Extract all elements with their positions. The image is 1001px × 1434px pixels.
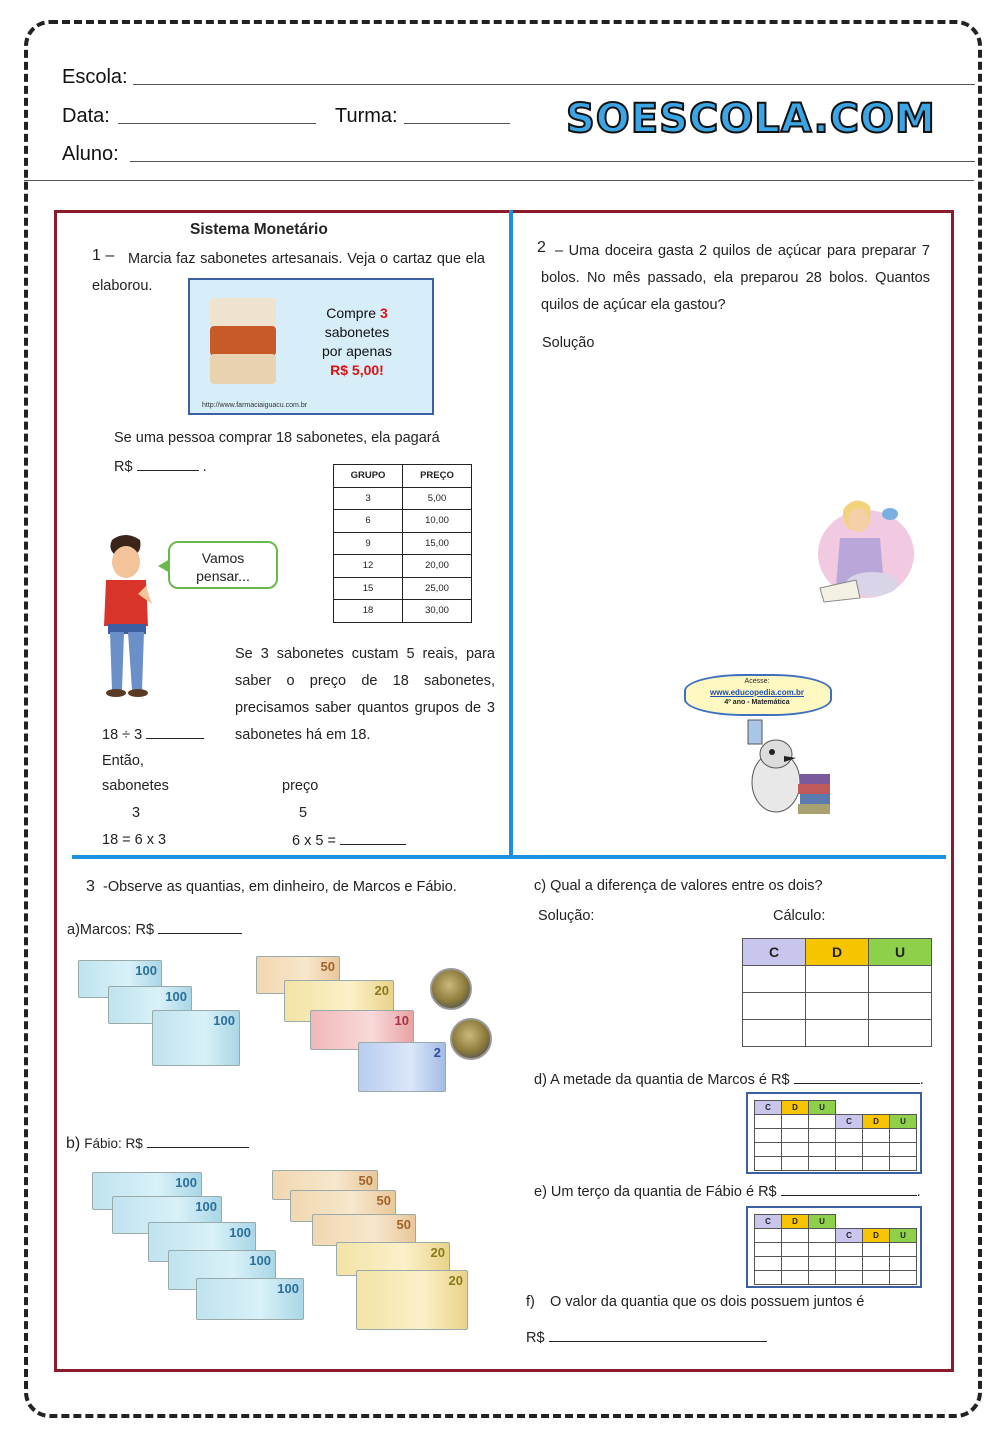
table-cell: 30,00 bbox=[403, 600, 472, 623]
turma-label: Turma: bbox=[335, 105, 398, 127]
cdu-cell[interactable] bbox=[809, 1129, 836, 1143]
thinking-boy-icon bbox=[90, 530, 160, 698]
cdu-header-u: U bbox=[890, 1115, 917, 1129]
q1-period: . bbox=[202, 459, 207, 475]
table-header: GRUPO bbox=[334, 465, 403, 488]
bill-value: 2 bbox=[433, 1045, 441, 1060]
bubble-line1: Vamos bbox=[201, 550, 245, 566]
q3d-period: . bbox=[919, 1072, 924, 1088]
cdu-cell[interactable] bbox=[806, 966, 869, 993]
penguin-icon bbox=[740, 716, 836, 816]
turma-field[interactable] bbox=[404, 123, 510, 124]
cdu-cell[interactable] bbox=[863, 1129, 890, 1143]
aluno-label: Aluno: bbox=[62, 143, 119, 165]
cdu-cell[interactable] bbox=[890, 1143, 917, 1157]
bill-value: 100 bbox=[277, 1281, 299, 1296]
cdu-cell[interactable] bbox=[755, 1271, 782, 1285]
bill-value: 100 bbox=[229, 1225, 251, 1240]
coin-icon bbox=[430, 968, 472, 1010]
cdu-cell[interactable] bbox=[782, 1129, 809, 1143]
cdu-cell[interactable] bbox=[863, 1271, 890, 1285]
q1-reasoning: Se 3 sabonetes custam 5 reais, para saber o preço de 18 sabonetes, precisamos saber quantos grupos de 3 sabonetes há em 18. bbox=[235, 646, 495, 743]
cdu-header-c: C bbox=[743, 939, 806, 966]
q1-col2-row bbox=[292, 830, 406, 851]
cdu-header-d: D bbox=[782, 1215, 809, 1229]
cdu-header-d: D bbox=[863, 1115, 890, 1129]
q2-number: 2 bbox=[537, 239, 546, 256]
data-field[interactable] bbox=[118, 123, 316, 124]
cdu-cell[interactable] bbox=[806, 1020, 869, 1047]
q3-number: 3 bbox=[86, 878, 95, 895]
q3d-blank[interactable] bbox=[794, 1069, 920, 1084]
soap-poster bbox=[188, 278, 434, 415]
q3b-blank[interactable] bbox=[147, 1133, 249, 1148]
q2-text: – Uma doceira gasta 2 quilos de açúcar para preparar 7 bolos. No mês passado, ela preparou 28 bolos. Quantos quilos de açúcar ela gastou? bbox=[541, 243, 930, 313]
cdu-cell[interactable] bbox=[869, 993, 932, 1020]
bill-value: 20 bbox=[448, 1273, 463, 1288]
q3f-letter: f) bbox=[526, 1294, 535, 1310]
cdu-header-d: D bbox=[863, 1229, 890, 1243]
table-cell: 18 bbox=[334, 600, 403, 623]
cdu-header-c: C bbox=[836, 1229, 863, 1243]
q3f-text: O valor da quantia que os dois possuem juntos é bbox=[550, 1294, 865, 1310]
bill-value: 100 bbox=[195, 1199, 217, 1214]
cdu-header-u: U bbox=[809, 1101, 836, 1115]
cdu-cell[interactable] bbox=[809, 1271, 836, 1285]
q3e-row bbox=[534, 1181, 921, 1202]
cdu-cell[interactable] bbox=[755, 1143, 782, 1157]
bill-value: 100 bbox=[165, 989, 187, 1004]
cdu-cell[interactable] bbox=[782, 1115, 809, 1129]
q1-intro: Marcia faz sabonetes artesanais. Veja o cartaz que ela elaborou. bbox=[92, 251, 485, 294]
note-link[interactable]: www.educopedia.com.br bbox=[710, 688, 804, 697]
cdu-cell[interactable] bbox=[836, 1157, 863, 1171]
cdu-header-u: U bbox=[869, 939, 932, 966]
q3f-row bbox=[526, 1327, 767, 1348]
bill-100 bbox=[196, 1278, 304, 1320]
cdu-cell[interactable] bbox=[782, 1257, 809, 1271]
escola-label: Escola: bbox=[62, 66, 128, 88]
bill-value: 10 bbox=[394, 1013, 409, 1028]
bill-value: 20 bbox=[430, 1245, 445, 1260]
bill-value: 100 bbox=[135, 963, 157, 978]
q3f-currency: R$ bbox=[526, 1330, 545, 1346]
soap-bar-icon bbox=[210, 298, 276, 328]
q3a-label: a)Marcos: R$ bbox=[67, 922, 155, 938]
cdu-cell[interactable] bbox=[890, 1129, 917, 1143]
cdu-cell[interactable] bbox=[809, 1243, 836, 1257]
bill-value: 50 bbox=[396, 1217, 411, 1232]
note-line3: 4º ano - Matemática bbox=[724, 699, 790, 706]
bill-value: 20 bbox=[374, 983, 389, 998]
q1-division-row bbox=[102, 724, 204, 745]
vertical-divider bbox=[509, 210, 513, 858]
cdu-cell[interactable] bbox=[836, 1257, 863, 1271]
q3d-row bbox=[534, 1069, 924, 1090]
table-cell: 20,00 bbox=[403, 555, 472, 578]
cdu-cell[interactable] bbox=[743, 993, 806, 1020]
cdu-table-d1 bbox=[754, 1100, 836, 1171]
cdu-cell[interactable] bbox=[809, 1115, 836, 1129]
q3-intro: -Observe as quantias, em dinheiro, de Marcos e Fábio. bbox=[103, 879, 457, 895]
table-cell: 3 bbox=[334, 487, 403, 510]
aluno-field[interactable] bbox=[130, 161, 975, 162]
q1-col1-label: sabonetes bbox=[102, 778, 169, 794]
table-cell: 5,00 bbox=[403, 487, 472, 510]
table-cell: 25,00 bbox=[403, 577, 472, 600]
bubble-line2: pensar... bbox=[196, 568, 250, 584]
table-cell: 15 bbox=[334, 577, 403, 600]
q2-solution-label: Solução bbox=[542, 335, 595, 351]
cdu-header-c: C bbox=[755, 1101, 782, 1115]
q3e-blank[interactable] bbox=[781, 1181, 917, 1196]
cdu-cell[interactable] bbox=[806, 993, 869, 1020]
cdu-header-c: C bbox=[755, 1215, 782, 1229]
poster-quantity: 3 bbox=[379, 305, 388, 321]
q1-currency: R$ bbox=[114, 459, 133, 475]
poster-price: R$ 5,00! bbox=[330, 362, 384, 378]
coin-icon bbox=[450, 1018, 492, 1060]
cdu-cell[interactable] bbox=[755, 1243, 782, 1257]
group-price-table bbox=[333, 464, 472, 623]
table-cell: 6 bbox=[334, 510, 403, 533]
q3e-text: e) Um terço da quantia de Fábio é R$ bbox=[534, 1184, 777, 1200]
q1-number: 1 – bbox=[92, 247, 115, 264]
cdu-cell[interactable] bbox=[755, 1257, 782, 1271]
q3b-letter: b) bbox=[66, 1135, 81, 1152]
q1-col2-label: preço bbox=[282, 778, 319, 794]
cdu-cell[interactable] bbox=[743, 966, 806, 993]
bill-2 bbox=[358, 1042, 446, 1092]
horizontal-divider bbox=[72, 855, 946, 859]
escola-field[interactable] bbox=[133, 84, 975, 85]
header-divider bbox=[24, 180, 974, 181]
table-cell: 12 bbox=[334, 555, 403, 578]
q1-col1-equation: 18 = 6 x 3 bbox=[102, 832, 167, 848]
bill-100 bbox=[152, 1010, 240, 1066]
q1-answer-row bbox=[114, 456, 207, 477]
cdu-cell[interactable] bbox=[809, 1143, 836, 1157]
q1-question: Se uma pessoa comprar 18 sabonetes, ela pagará bbox=[114, 430, 440, 446]
baker-woman-icon bbox=[810, 490, 920, 608]
q3e-period: . bbox=[916, 1184, 921, 1200]
cdu-cell[interactable] bbox=[809, 1257, 836, 1271]
data-label: Data: bbox=[62, 105, 110, 127]
cdu-header-d: D bbox=[782, 1101, 809, 1115]
poster-line1: Compre bbox=[326, 305, 380, 321]
q1-division: 18 ÷ 3 bbox=[102, 727, 143, 743]
table-header: PREÇO bbox=[403, 465, 472, 488]
cdu-table-e2 bbox=[835, 1228, 917, 1285]
cdu-header-c: C bbox=[836, 1115, 863, 1129]
bill-20 bbox=[356, 1270, 468, 1330]
q1-col1-value: 3 bbox=[132, 805, 141, 821]
bill-value: 50 bbox=[358, 1173, 373, 1188]
table-cell: 9 bbox=[334, 532, 403, 555]
cdu-cell[interactable] bbox=[809, 1229, 836, 1243]
soap-bar-icon bbox=[210, 326, 276, 356]
cdu-cell[interactable] bbox=[782, 1157, 809, 1171]
cdu-cell[interactable] bbox=[863, 1257, 890, 1271]
q3d-text: d) A metade da quantia de Marcos é R$ bbox=[534, 1072, 790, 1088]
q1-col2-value: 5 bbox=[299, 805, 308, 821]
cdu-cell[interactable] bbox=[755, 1229, 782, 1243]
cdu-cell[interactable] bbox=[809, 1157, 836, 1171]
poster-line2: sabonetes bbox=[324, 324, 390, 340]
cdu-cell[interactable] bbox=[863, 1143, 890, 1157]
q1-division-blank[interactable] bbox=[146, 724, 204, 739]
cdu-cell[interactable] bbox=[890, 1257, 917, 1271]
q1-answer-blank[interactable] bbox=[137, 456, 199, 471]
soap-bar-icon bbox=[210, 354, 276, 384]
q3b-row bbox=[66, 1133, 249, 1154]
cdu-grid-d bbox=[746, 1092, 922, 1174]
q3f-blank[interactable] bbox=[549, 1327, 767, 1342]
cdu-cell[interactable] bbox=[782, 1243, 809, 1257]
q1-title: Sistema Monetário bbox=[190, 221, 328, 238]
cdu-cell[interactable] bbox=[782, 1271, 809, 1285]
thought-bubble bbox=[168, 541, 278, 589]
cdu-cell[interactable] bbox=[836, 1271, 863, 1285]
cdu-header-d: D bbox=[806, 939, 869, 966]
cdu-cell[interactable] bbox=[743, 1020, 806, 1047]
table-cell: 15,00 bbox=[403, 532, 472, 555]
q3a-blank[interactable] bbox=[158, 919, 242, 934]
cdu-cell[interactable] bbox=[836, 1143, 863, 1157]
bill-value: 100 bbox=[175, 1175, 197, 1190]
bill-value: 50 bbox=[320, 959, 335, 974]
bill-value: 50 bbox=[376, 1193, 391, 1208]
cdu-cell[interactable] bbox=[755, 1115, 782, 1129]
note-line1: Acesse: bbox=[744, 678, 770, 685]
q1-then: Então, bbox=[102, 753, 144, 769]
cdu-cell[interactable] bbox=[869, 966, 932, 993]
cdu-cell[interactable] bbox=[869, 1020, 932, 1047]
bill-value: 100 bbox=[249, 1253, 271, 1268]
q1-price-blank[interactable] bbox=[340, 830, 406, 845]
cdu-grid-e bbox=[746, 1206, 922, 1288]
q3c-solution-label: Solução: bbox=[538, 908, 595, 924]
poster-line3: por apenas bbox=[321, 343, 393, 359]
cdu-header-u: U bbox=[809, 1215, 836, 1229]
cdu-cell[interactable] bbox=[890, 1271, 917, 1285]
q3b-label: Fábio: R$ bbox=[84, 1136, 143, 1151]
poster-url: http://www.farmaciaiguacu.com.br bbox=[202, 402, 308, 409]
site-logo: SOESCOLA.COM bbox=[566, 96, 936, 142]
cdu-cell[interactable] bbox=[863, 1157, 890, 1171]
cdu-cell[interactable] bbox=[755, 1129, 782, 1143]
q3c-calc-label: Cálculo: bbox=[773, 908, 826, 924]
cdu-cell[interactable] bbox=[890, 1243, 917, 1257]
cdu-table-c bbox=[742, 938, 932, 1047]
cdu-table-d2 bbox=[835, 1114, 917, 1171]
cdu-cell[interactable] bbox=[863, 1243, 890, 1257]
poster-text bbox=[302, 304, 412, 380]
cdu-table-e1 bbox=[754, 1214, 836, 1285]
bill-value: 100 bbox=[213, 1013, 235, 1028]
q3a-row bbox=[67, 919, 242, 940]
cdu-cell[interactable] bbox=[755, 1157, 782, 1171]
cdu-cell[interactable] bbox=[782, 1143, 809, 1157]
cdu-cell[interactable] bbox=[836, 1129, 863, 1143]
cdu-cell[interactable] bbox=[782, 1229, 809, 1243]
cdu-header-u: U bbox=[890, 1229, 917, 1243]
cdu-cell[interactable] bbox=[836, 1243, 863, 1257]
cdu-cell[interactable] bbox=[890, 1157, 917, 1171]
q3c-text: c) Qual a diferença de valores entre os dois? bbox=[534, 878, 823, 894]
table-cell: 10,00 bbox=[403, 510, 472, 533]
q1-col2-equation: 6 x 5 = bbox=[292, 833, 336, 849]
